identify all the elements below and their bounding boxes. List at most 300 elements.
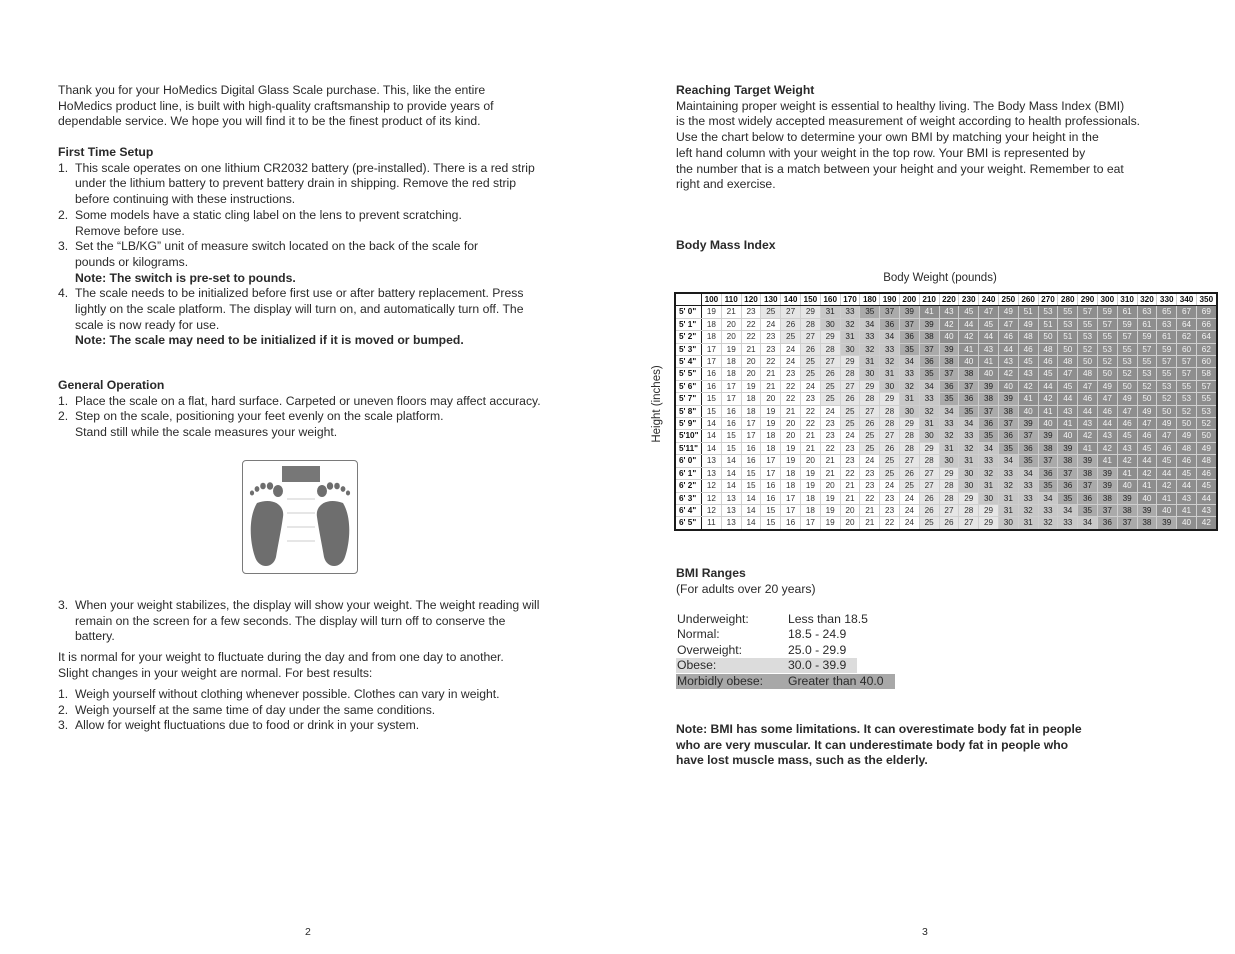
bmi-value-cell: 41 (1117, 467, 1137, 479)
bmi-value-cell: 18 (721, 356, 741, 368)
bmi-header-row (675, 293, 1217, 306)
bmi-value-cell: 18 (781, 480, 801, 492)
bmi-row (675, 306, 1217, 318)
bmi-value-cell: 32 (1038, 517, 1058, 530)
bmi-value-cell: 39 (1038, 430, 1058, 442)
page-number: 2 (305, 926, 311, 938)
bmi-value-cell: 35 (979, 430, 999, 442)
item-line: The scale needs to be initialized before first use or after battery replacement. Press (75, 286, 524, 301)
bmi-value-cell: 45 (1117, 430, 1137, 442)
bmi-value-cell: 31 (880, 368, 900, 380)
bmi-value-cell: 40 (1058, 430, 1078, 442)
bmi-value-cell: 25 (800, 368, 820, 380)
bmi-value-cell: 43 (1177, 492, 1197, 504)
bmi-value-cell: 19 (820, 492, 840, 504)
bmi-value-cell: 42 (1097, 442, 1117, 454)
bmi-value-cell: 33 (880, 343, 900, 355)
target-weight-section (676, 83, 1216, 193)
bmi-value-cell: 15 (761, 517, 781, 530)
bmi-value-cell: 17 (800, 517, 820, 530)
bmi-row (675, 504, 1217, 516)
bmi-value-cell: 37 (979, 405, 999, 417)
bmi-value-cell: 59 (1157, 343, 1177, 355)
operation-list (58, 394, 598, 441)
bmi-value-cell: 61 (1137, 318, 1157, 330)
setup-list (58, 161, 588, 271)
bmi-value-cell: 41 (1018, 393, 1038, 405)
bmi-value-cell: 38 (1038, 442, 1058, 454)
bmi-value-cell: 45 (1177, 467, 1197, 479)
bmi-value-cell: 27 (880, 430, 900, 442)
bmi-value-cell: 39 (998, 393, 1018, 405)
bmi-value-cell: 47 (1157, 430, 1177, 442)
bmi-value-cell: 28 (939, 492, 959, 504)
bmi-value-cell: 30 (979, 492, 999, 504)
bmi-value-cell: 29 (939, 467, 959, 479)
bmi-value-cell: 44 (1097, 418, 1117, 430)
bmi-value-cell: 53 (1117, 356, 1137, 368)
bmi-value-cell: 25 (820, 393, 840, 405)
bmi-value-cell: 40 (959, 356, 979, 368)
height-row-header: 5' 7" (675, 393, 702, 405)
bmi-value-cell: 26 (919, 492, 939, 504)
bmi-value-cell: 42 (939, 318, 959, 330)
item-number: 2. (58, 409, 69, 424)
bmi-value-cell: 27 (899, 455, 919, 467)
bmi-value-cell: 20 (721, 331, 741, 343)
bmi-value-cell: 16 (741, 455, 761, 467)
bmi-value-cell: 69 (1196, 306, 1216, 318)
bmi-value-cell: 44 (1196, 492, 1216, 504)
bmi-value-cell: 50 (1097, 368, 1117, 380)
bmi-value-cell: 50 (1137, 393, 1157, 405)
bmi-value-cell: 30 (860, 368, 880, 380)
item-number: 3. (58, 239, 69, 254)
bmi-ranges-section (676, 566, 884, 692)
bmi-value-cell: 62 (1196, 343, 1216, 355)
bmi-value-cell: 31 (998, 504, 1018, 516)
bmi-value-cell: 16 (781, 517, 801, 530)
bmi-value-cell: 20 (800, 455, 820, 467)
bmi-value-cell: 67 (1177, 306, 1197, 318)
note-line: Note: BMI has some limitations. It can overestimate body fat in people (676, 722, 1082, 736)
bmi-value-cell: 41 (959, 343, 979, 355)
bmi-value-cell: 36 (1038, 467, 1058, 479)
left-page (0, 0, 617, 954)
bmi-value-cell: 21 (761, 380, 781, 392)
bmi-value-cell: 23 (761, 331, 781, 343)
bmi-value-cell: 39 (1078, 455, 1098, 467)
bmi-value-cell: 30 (919, 430, 939, 442)
weight-header-cell: 180 (860, 293, 880, 306)
bmi-value-cell: 29 (800, 306, 820, 318)
item-number: 3. (58, 598, 69, 612)
bmi-value-cell: 26 (880, 442, 900, 454)
bmi-value-cell: 25 (781, 331, 801, 343)
bmi-value-cell: 42 (1196, 517, 1216, 530)
range-label: Overweight: (677, 642, 743, 657)
bmi-value-cell: 29 (880, 393, 900, 405)
bmi-value-cell: 25 (820, 380, 840, 392)
bmi-value-cell: 14 (721, 480, 741, 492)
bmi-value-cell: 20 (741, 368, 761, 380)
bmi-value-cell: 20 (820, 480, 840, 492)
bmi-value-cell: 63 (1157, 318, 1177, 330)
bmi-value-cell: 46 (1157, 442, 1177, 454)
bmi-value-cell: 42 (1078, 430, 1098, 442)
item-line: before continuing with these instructions. (75, 192, 296, 207)
bmi-value-cell: 19 (741, 380, 761, 392)
bmi-value-cell: 34 (880, 331, 900, 343)
item-line: Allow for weight fluctuations due to food or drink in your system. (75, 718, 420, 733)
intro-line: dependable service. We hope you will find it to be the finest product of its kind. (58, 114, 481, 129)
bmi-value-cell: 20 (741, 356, 761, 368)
operation-item (58, 598, 598, 645)
bmi-value-cell: 41 (1097, 455, 1117, 467)
bmi-value-cell: 57 (1177, 368, 1197, 380)
bmi-value-cell: 35 (1078, 504, 1098, 516)
bmi-value-cell: 48 (1078, 368, 1098, 380)
bmi-value-cell: 18 (761, 442, 781, 454)
bmi-value-cell: 22 (761, 356, 781, 368)
bmi-value-cell: 42 (1038, 393, 1058, 405)
bmi-value-cell: 33 (919, 393, 939, 405)
bmi-row (675, 492, 1217, 504)
general-operation-section (58, 378, 598, 441)
bmi-value-cell: 63 (1137, 306, 1157, 318)
item-number: 3. (58, 718, 69, 733)
bmi-value-cell: 22 (800, 418, 820, 430)
bmi-value-cell: 43 (1097, 430, 1117, 442)
item-line: lightly on the scale platform. The display will turn on, and automatically turn off. The (75, 302, 524, 317)
bmi-value-cell: 46 (1177, 455, 1197, 467)
bmi-value-cell: 44 (1137, 455, 1157, 467)
bmi-value-cell: 20 (840, 517, 860, 530)
bmi-value-cell: 52 (1157, 393, 1177, 405)
setup-item (58, 208, 588, 239)
bmi-value-cell: 49 (1097, 380, 1117, 392)
bmi-value-cell: 47 (1058, 368, 1078, 380)
bmi-value-cell: 37 (939, 368, 959, 380)
fluctuate-paragraph (58, 650, 504, 681)
height-row-header: 5'11" (675, 442, 702, 454)
weight-header-cell: 190 (880, 293, 900, 306)
bmi-value-cell: 17 (721, 380, 741, 392)
bmi-value-cell: 15 (721, 442, 741, 454)
bmi-value-cell: 52 (1117, 368, 1137, 380)
bmi-value-cell: 55 (1137, 356, 1157, 368)
bmi-value-cell: 50 (1177, 418, 1197, 430)
bmi-value-cell: 14 (702, 430, 722, 442)
bmi-value-cell: 18 (741, 393, 761, 405)
bmi-value-cell: 29 (860, 380, 880, 392)
bmi-value-cell: 13 (721, 504, 741, 516)
target-weight-heading: Reaching Target Weight (676, 83, 815, 97)
bmi-value-cell: 21 (840, 480, 860, 492)
tips-list (58, 687, 598, 734)
range-row-morbidly-obese (676, 674, 895, 689)
bmi-value-cell: 16 (761, 480, 781, 492)
bmi-value-cell: 12 (702, 480, 722, 492)
bmi-value-cell: 39 (1137, 504, 1157, 516)
weight-header-cell: 160 (820, 293, 840, 306)
height-row-header: 5' 9" (675, 418, 702, 430)
bmi-value-cell: 31 (919, 418, 939, 430)
bmi-value-cell: 48 (1177, 442, 1197, 454)
range-label: Morbidly obese: (677, 673, 764, 688)
bmi-value-cell: 27 (939, 504, 959, 516)
bmi-value-cell: 23 (761, 343, 781, 355)
bmi-value-cell: 27 (959, 517, 979, 530)
bmi-value-cell: 41 (1137, 480, 1157, 492)
bmi-value-cell: 22 (741, 318, 761, 330)
item-number: 1. (58, 687, 69, 701)
bmi-value-cell: 15 (721, 430, 741, 442)
bmi-value-cell: 29 (979, 517, 999, 530)
weight-header-cell: 250 (998, 293, 1018, 306)
bmi-value-cell: 36 (919, 356, 939, 368)
bmi-value-cell: 21 (860, 504, 880, 516)
tip-item (58, 687, 598, 703)
bmi-value-cell: 38 (1058, 455, 1078, 467)
bmi-value-cell: 49 (1117, 393, 1137, 405)
bmi-chart-table (674, 292, 1218, 531)
bmi-value-cell: 18 (702, 318, 722, 330)
bmi-value-cell: 57 (1117, 331, 1137, 343)
bmi-value-cell: 25 (899, 480, 919, 492)
range-row-underweight (676, 612, 896, 627)
weight-header-cell: 350 (1196, 293, 1216, 306)
bmi-value-cell: 26 (820, 368, 840, 380)
bmi-value-cell: 21 (840, 492, 860, 504)
bmi-value-cell: 27 (781, 306, 801, 318)
bmi-value-cell: 25 (919, 517, 939, 530)
bmi-value-cell: 31 (899, 393, 919, 405)
body-weight-axis-label: Body Weight (pounds) (883, 272, 997, 284)
height-row-header: 6' 3" (675, 492, 702, 504)
bmi-value-cell: 59 (1117, 318, 1137, 330)
bmi-value-cell: 53 (1137, 368, 1157, 380)
bmi-value-cell: 33 (840, 306, 860, 318)
item-number: 2. (58, 702, 69, 717)
bmi-value-cell: 18 (781, 467, 801, 479)
bmi-value-cell: 16 (721, 418, 741, 430)
scale-illustration (242, 460, 358, 574)
bmi-value-cell: 18 (800, 504, 820, 516)
bmi-value-cell: 55 (1177, 380, 1197, 392)
bmi-value-cell: 35 (1058, 492, 1078, 504)
bmi-value-cell: 32 (939, 430, 959, 442)
bmi-value-cell: 36 (1078, 492, 1098, 504)
bmi-value-cell: 50 (1078, 356, 1098, 368)
item-number: 2. (58, 207, 69, 222)
bmi-value-cell: 21 (860, 517, 880, 530)
height-row-header: 5'10" (675, 430, 702, 442)
bmi-value-cell: 17 (741, 418, 761, 430)
range-row-overweight (676, 643, 896, 658)
bmi-value-cell: 26 (781, 318, 801, 330)
item-number: 4. (58, 286, 69, 301)
range-value: 30.0 - 39.9 (788, 658, 847, 673)
bmi-value-cell: 55 (1058, 306, 1078, 318)
bmi-value-cell: 28 (939, 480, 959, 492)
bmi-value-cell: 36 (899, 331, 919, 343)
bmi-value-cell: 43 (1078, 418, 1098, 430)
bmi-value-cell: 31 (998, 492, 1018, 504)
item-number: 1. (58, 160, 69, 175)
height-row-header: 6' 4" (675, 504, 702, 516)
weight-header-cell: 140 (781, 293, 801, 306)
page-number: 3 (922, 926, 928, 938)
item-line: pounds or kilograms. (75, 254, 189, 269)
bmi-value-cell: 26 (899, 467, 919, 479)
bmi-value-cell: 30 (899, 405, 919, 417)
bmi-value-cell: 43 (1117, 442, 1137, 454)
bmi-value-cell: 43 (979, 343, 999, 355)
bmi-value-cell: 46 (1117, 418, 1137, 430)
bmi-value-cell: 51 (1038, 318, 1058, 330)
weight-header-cell: 100 (702, 293, 722, 306)
range-label: Normal: (677, 627, 720, 642)
bmi-value-cell: 38 (1117, 504, 1137, 516)
bmi-value-cell: 37 (880, 306, 900, 318)
bmi-value-cell: 19 (761, 405, 781, 417)
weight-header-cell: 120 (741, 293, 761, 306)
general-operation-heading: General Operation (58, 378, 165, 392)
bmi-value-cell: 55 (1097, 331, 1117, 343)
bmi-value-cell: 50 (1117, 380, 1137, 392)
operation-item (58, 394, 598, 410)
weight-header-cell: 220 (939, 293, 959, 306)
bmi-value-cell: 51 (1018, 306, 1038, 318)
range-label: Obese: (677, 658, 717, 673)
bmi-value-cell: 23 (840, 442, 860, 454)
bmi-value-cell: 46 (1137, 430, 1157, 442)
bmi-value-cell: 37 (1038, 455, 1058, 467)
height-axis-label: Height (inches) (651, 365, 663, 443)
bmi-value-cell: 64 (1196, 331, 1216, 343)
bmi-value-cell: 61 (1117, 306, 1137, 318)
bmi-row (675, 455, 1217, 467)
bmi-value-cell: 49 (1177, 430, 1197, 442)
bmi-value-cell: 45 (959, 306, 979, 318)
bmi-value-cell: 26 (860, 418, 880, 430)
bmi-value-cell: 35 (959, 405, 979, 417)
bmi-value-cell: 45 (1137, 442, 1157, 454)
bmi-value-cell: 40 (1137, 492, 1157, 504)
bmi-value-cell: 49 (1196, 442, 1216, 454)
weight-header-cell: 280 (1058, 293, 1078, 306)
item-line: scale is now ready for use. (75, 317, 220, 332)
bmi-value-cell: 50 (1196, 430, 1216, 442)
bmi-value-cell: 29 (919, 442, 939, 454)
bmi-value-cell: 18 (721, 368, 741, 380)
weight-header-cell: 150 (800, 293, 820, 306)
setup-list-cont (58, 286, 588, 333)
bmi-value-cell: 47 (1117, 405, 1137, 417)
bmi-value-cell: 26 (939, 517, 959, 530)
intro-paragraph (58, 83, 494, 130)
height-row-header: 6' 5" (675, 517, 702, 530)
item-line: under the lithium battery to prevent battery drain in shipping. Remove the red strip (75, 176, 517, 191)
bmi-value-cell: 37 (959, 380, 979, 392)
bmi-value-cell: 17 (702, 343, 722, 355)
weight-header-cell: 340 (1177, 293, 1197, 306)
bmi-value-cell: 58 (1196, 368, 1216, 380)
intro-line: Thank you for your HoMedics Digital Glass Scale purchase. This, like the entire (58, 83, 486, 97)
bmi-value-cell: 30 (959, 467, 979, 479)
bmi-value-cell: 47 (1078, 380, 1098, 392)
bmi-value-cell: 34 (1018, 467, 1038, 479)
scale-feet-icon (243, 461, 357, 573)
bmi-value-cell: 25 (840, 405, 860, 417)
bmi-row (675, 480, 1217, 492)
bmi-value-cell: 32 (998, 480, 1018, 492)
bmi-value-cell: 40 (1177, 517, 1197, 530)
height-row-header: 5' 5" (675, 368, 702, 380)
bmi-value-cell: 38 (1078, 467, 1098, 479)
bmi-value-cell: 53 (1177, 393, 1197, 405)
bmi-value-cell: 30 (939, 455, 959, 467)
tip-item (58, 718, 598, 734)
weight-header-cell: 290 (1078, 293, 1098, 306)
switch-note: Note: The switch is pre-set to pounds. (75, 270, 296, 285)
bmi-value-cell: 15 (741, 480, 761, 492)
bmi-value-cell: 21 (800, 442, 820, 454)
bmi-value-cell: 23 (840, 455, 860, 467)
bmi-value-cell: 37 (1058, 467, 1078, 479)
bmi-value-cell: 24 (899, 504, 919, 516)
paragraph-line: right and exercise. (676, 177, 776, 192)
bmi-value-cell: 25 (880, 455, 900, 467)
bmi-value-cell: 34 (998, 455, 1018, 467)
bmi-value-cell: 44 (998, 343, 1018, 355)
bmi-row (675, 380, 1217, 392)
bmi-value-cell: 19 (781, 442, 801, 454)
height-row-header: 5' 3" (675, 343, 702, 355)
bmi-value-cell: 36 (880, 318, 900, 330)
bmi-value-cell: 39 (939, 343, 959, 355)
bmi-value-cell: 18 (741, 405, 761, 417)
bmi-value-cell: 13 (702, 455, 722, 467)
bmi-value-cell: 41 (1177, 504, 1197, 516)
bmi-value-cell: 28 (840, 368, 860, 380)
bmi-value-cell: 16 (721, 405, 741, 417)
bmi-value-cell: 45 (979, 318, 999, 330)
bmi-value-cell: 31 (979, 480, 999, 492)
operation-item (58, 409, 598, 440)
bmi-value-cell: 22 (860, 492, 880, 504)
paragraph-line: It is normal for your weight to fluctuate during the day and from one day to another. (58, 650, 504, 664)
bmi-value-cell: 38 (939, 356, 959, 368)
stabilize-section (58, 598, 598, 645)
bmi-value-cell: 17 (781, 492, 801, 504)
bmi-value-cell: 36 (939, 380, 959, 392)
bmi-value-cell: 28 (899, 430, 919, 442)
bmi-value-cell: 53 (1078, 331, 1098, 343)
bmi-value-cell: 42 (1018, 380, 1038, 392)
weight-header-cell: 130 (761, 293, 781, 306)
bmi-row (675, 343, 1217, 355)
bmi-limitation-note (676, 722, 1082, 769)
bmi-value-cell: 34 (860, 318, 880, 330)
bmi-value-cell: 28 (860, 393, 880, 405)
height-row-header: 5' 8" (675, 405, 702, 417)
bmi-value-cell: 55 (1117, 343, 1137, 355)
weight-header-cell: 240 (979, 293, 999, 306)
bmi-value-cell: 33 (939, 418, 959, 430)
bmi-value-cell: 23 (860, 467, 880, 479)
